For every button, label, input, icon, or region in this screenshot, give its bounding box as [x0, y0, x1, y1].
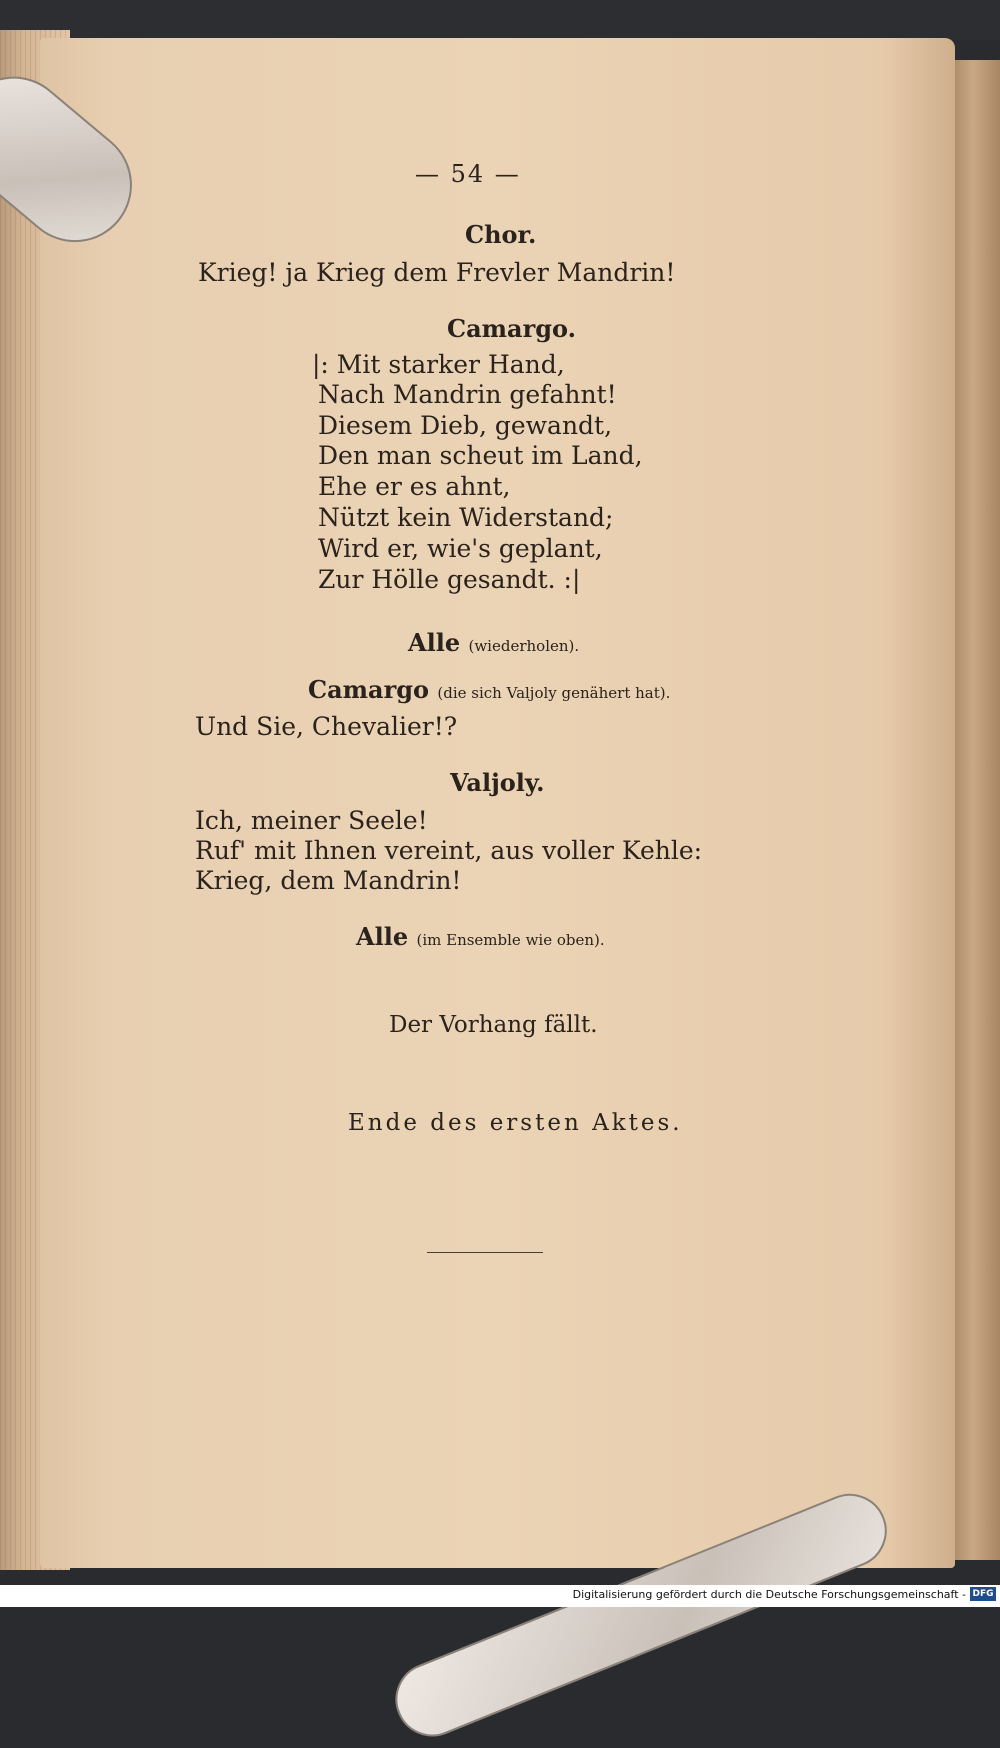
verse-line: Ehe er es ahnt, — [318, 472, 511, 501]
verse-line: Nützt kein Widerstand; — [318, 503, 614, 532]
verse-line: Den man scheut im Land, — [318, 441, 643, 470]
end-rule — [427, 1252, 543, 1253]
speaker-camargo: Camargo. — [447, 314, 576, 343]
verse-line: |: Mit starker Hand, — [312, 350, 565, 379]
page-right-edge — [955, 60, 1000, 1560]
speaker-valjoly: Valjoly. — [450, 768, 545, 797]
verse-line: Wird er, wie's geplant, — [318, 534, 603, 563]
dfg-logo: DFG — [970, 1587, 996, 1601]
speaker-camargo — [308, 675, 670, 704]
speaker-chor: Chor. — [465, 220, 537, 249]
verse-line: Zur Hölle gesandt. :| — [318, 565, 581, 594]
valjoly-line: Ich, meiner Seele! — [195, 806, 428, 835]
act-end: Ende des ersten Aktes. — [348, 1110, 683, 1136]
speaker-alle-name: Alle — [356, 922, 409, 951]
speaker-alle-name: Alle — [408, 628, 461, 657]
funding-credit: Digitalisierung gefördert durch die Deutsche Forschungsgemeinschaft - — [572, 1588, 966, 1601]
verse-line: Nach Mandrin gefahnt! — [318, 380, 617, 409]
valjoly-line: Ruf' mit Ihnen vereint, aus voller Kehle: — [195, 836, 703, 865]
stage-direction: (wiederholen). — [468, 637, 580, 655]
speaker-alle — [356, 922, 605, 951]
stage-direction-curtain: Der Vorhang fällt. — [389, 1012, 598, 1038]
stage-direction: (im Ensemble wie oben). — [416, 931, 605, 949]
valjoly-line: Krieg, dem Mandrin! — [195, 866, 462, 895]
speaker-camargo-name: Camargo — [308, 675, 430, 704]
scan-background — [0, 0, 1000, 40]
camargo-line: Und Sie, Chevalier!? — [195, 712, 458, 741]
stage-direction: (die sich Valjoly genähert hat). — [437, 684, 671, 702]
verse-line: Diesem Dieb, gewandt, — [318, 411, 613, 440]
chor-line: Krieg! ja Krieg dem Frevler Mandrin! — [198, 258, 676, 287]
speaker-alle — [408, 628, 579, 657]
page-number: — 54 — — [415, 160, 521, 188]
